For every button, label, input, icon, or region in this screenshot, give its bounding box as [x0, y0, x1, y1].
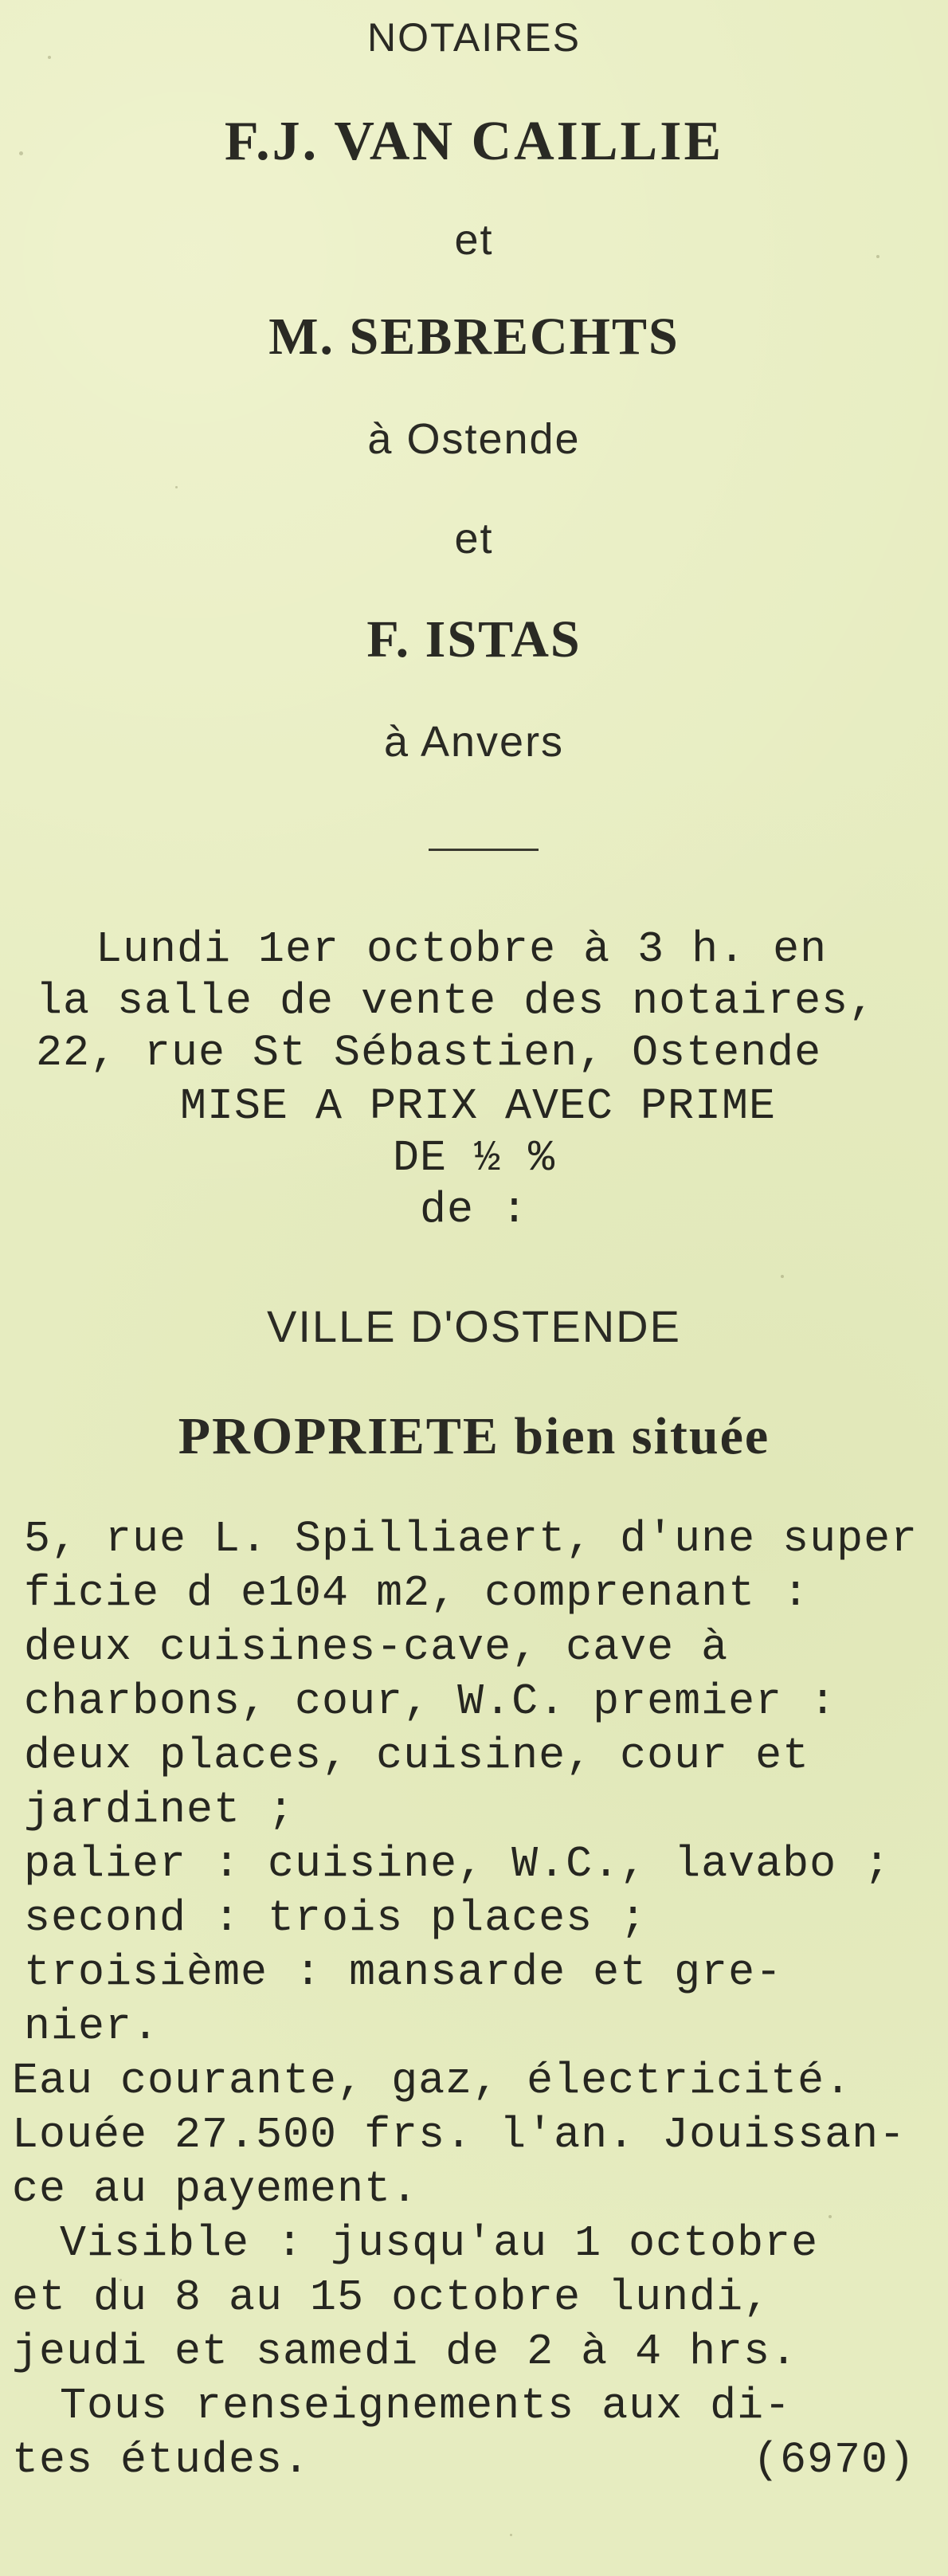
intro-line-mise-a-prix: MISE A PRIX AVEC PRIME: [179, 1081, 777, 1131]
ville-heading: VILLE D'OSTENDE: [267, 1301, 681, 1351]
intro-line: la salle de vente des notaires,: [36, 976, 876, 1026]
propriete-heading: PROPRIETE bien située: [178, 1407, 770, 1465]
paper-speck: [876, 255, 879, 258]
paper-speck: [19, 151, 23, 155]
paper-speck: [510, 2534, 512, 2536]
body-line: second : trois places ;: [24, 1893, 648, 1943]
paper-speck: [48, 56, 51, 59]
body-line: 5, rue L. Spilliaert, d'une super: [24, 1514, 919, 1564]
body-line: palier : cuisine, W.C., lavabo ;: [24, 1839, 891, 1889]
body-line: charbons, cour, W.C. premier :: [24, 1676, 837, 1727]
header-name-istas: F. ISTAS: [366, 610, 582, 669]
header-name-sebrechts: M. SEBRECHTS: [268, 308, 680, 366]
intro-line-de: de :: [419, 1185, 529, 1235]
intro-line: Lundi 1er octobre à 3 h. en: [96, 924, 828, 974]
reference-number: (6970): [753, 2435, 916, 2485]
header-name-van-caillie: F.J. VAN CAILLIE: [224, 111, 724, 172]
paper-speck: [829, 2215, 832, 2218]
body-line: jardinet ;: [24, 1785, 296, 1835]
body-line: Visible : jusqu'au 1 octobre: [60, 2218, 819, 2268]
header-notaires: NOTAIRES: [367, 15, 581, 60]
header-city-ostende: à Ostende: [367, 415, 581, 463]
header-city-anvers: à Anvers: [383, 718, 565, 766]
body-line: nier.: [24, 2002, 160, 2052]
body-line: ce au payement.: [12, 2164, 419, 2214]
body-line: Louée 27.500 frs. l'an. Jouissan-: [12, 2110, 907, 2160]
body-line: et du 8 au 15 octobre lundi,: [12, 2272, 771, 2323]
paper-speck: [781, 1275, 784, 1278]
body-line: Eau courante, gaz, électricité.: [12, 2056, 852, 2106]
header-et-2: et: [454, 515, 494, 563]
body-line: deux cuisines-cave, cave à: [24, 1622, 729, 1672]
paper-speck: [119, 2279, 122, 2281]
body-line: deux places, cuisine, cour et: [24, 1731, 810, 1781]
body-line: jeudi et samedi de 2 à 4 hrs.: [12, 2327, 798, 2377]
body-line: troisième : mansarde et gre-: [24, 1947, 783, 1998]
header-et-1: et: [454, 216, 494, 264]
intro-line: 22, rue St Sébastien, Ostende: [36, 1028, 822, 1078]
body-line: tes études.: [12, 2435, 311, 2485]
separator-rule: [429, 849, 539, 851]
body-line: ficie d e104 m2, comprenant :: [24, 1568, 810, 1618]
body-line: Tous renseignements aux di-: [60, 2381, 792, 2431]
intro-line-prime: DE ½ %: [392, 1133, 556, 1183]
paper-speck: [175, 486, 178, 488]
